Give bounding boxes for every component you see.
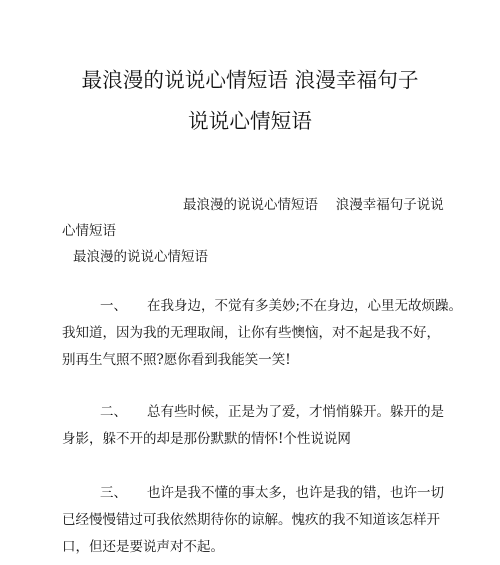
paragraph-1-line-3: 别再生气照不照?愿你看到我能笑一笑! — [62, 352, 291, 368]
document-title-line-1: 最浪漫的说说心情短语 浪漫幸福句子 — [81, 68, 419, 92]
paragraph-3-line-1: 也许是我不懂的事太多，也许是我的错，也许一切 — [147, 485, 444, 501]
header-line-1: 最浪漫的说说心情短语 浪漫幸福句子说说 — [183, 197, 444, 213]
paragraph-2-number: 二、 — [100, 404, 127, 420]
paragraph-2-line-2: 身影，躲不开的却是那份默默的情怀!个性说说网 — [62, 431, 351, 447]
header-line-3: 最浪漫的说说心情短语 — [73, 249, 208, 265]
document-title-line-2: 说说心情短语 — [188, 109, 312, 133]
paragraph-3-line-3: 口，但还是要说声对不起。 — [62, 539, 224, 555]
header-line-2: 心情短语 — [62, 223, 116, 239]
paragraph-1-line-1: 在我身边，不觉有多美妙;不在身边，心里无故烦躁。 — [147, 298, 463, 314]
paragraph-1-number: 一、 — [100, 298, 127, 314]
paragraph-3-number: 三、 — [100, 485, 127, 501]
paragraph-3-line-2: 已经慢慢错过可我依然期待你的谅解。愧疚的我不知道该怎样开 — [62, 512, 440, 528]
paragraph-1-line-2: 我知道，因为我的无理取闹，让你有些懊恼，对不起是我不好， — [62, 325, 440, 341]
paragraph-2-line-1: 总有些时候，正是为了爱，才悄悄躲开。躲开的是 — [147, 404, 444, 420]
